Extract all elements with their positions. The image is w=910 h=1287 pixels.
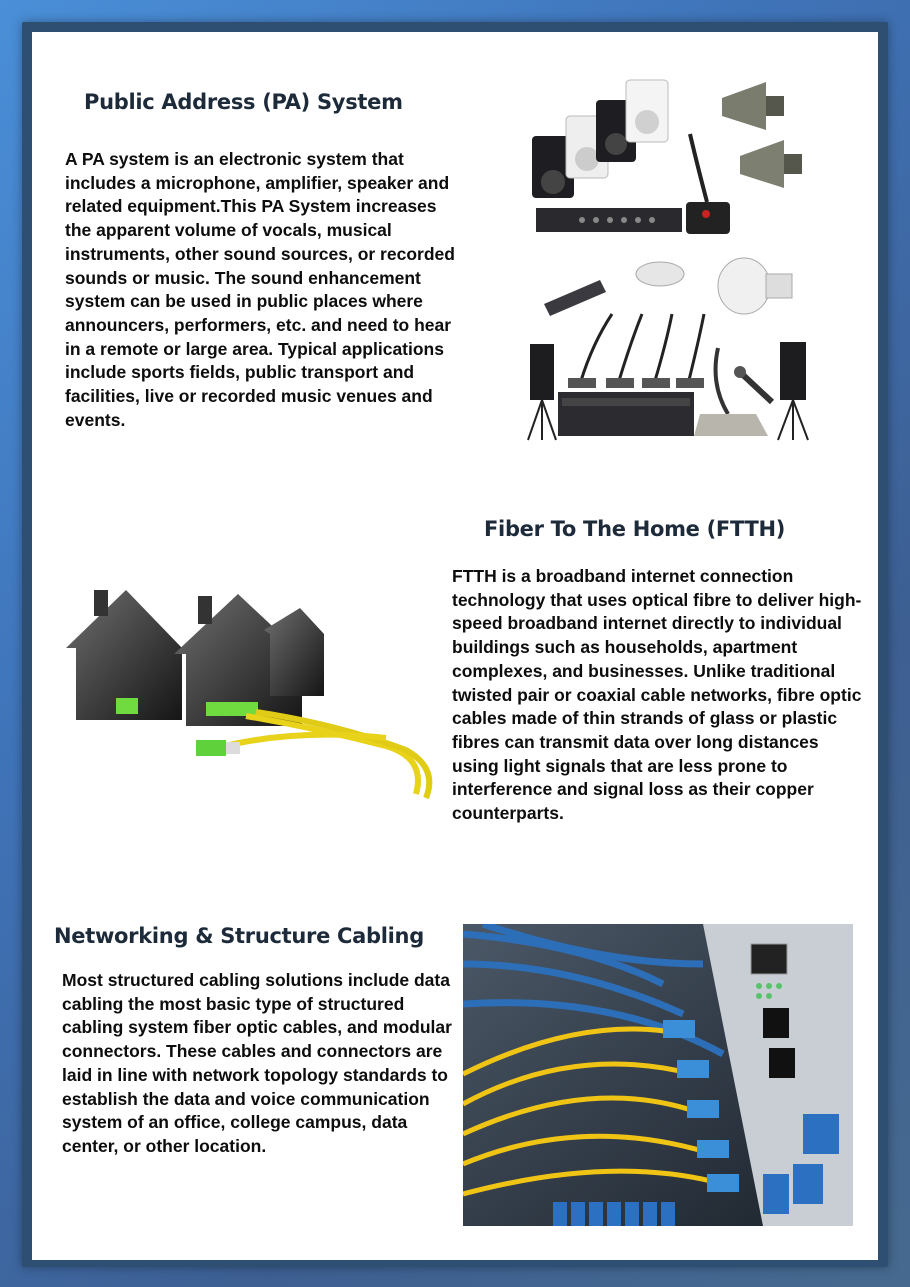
pa-body: A PA system is an electronic system that includes a microphone, amplifier, speaker and related equipment.This PA System increases the apparent volume of vocals, musical instruments, other sound sources, or recorded sounds or music. The sound enhancement system can be used in public places where announcers, performers, etc. and need to hear in a remote or large area. Typical applications include sports fields, public transport and facilities, live or recorded music venues and events. [65,149,455,430]
network-cabling-image [463,924,853,1226]
pa-equipment-image [522,74,818,448]
pa-heading: Public Address (PA) System [84,90,403,114]
ftth-houses-image [56,578,440,800]
ftth-body: FTTH is a broadband internet connection technology that uses optical fibre to deliver high-speed broadband internet directly to individual buildings such as households, apartment complexes, and businesses. Unlike traditional twisted pair or coaxial cable networks, fibre optic cables made of thin strands of glass or plastic fibres can transmit data over long distances using light signals that are less prone to interference and signal loss as their copper counterparts. [452,566,862,824]
ftth-heading: Fiber To The Home (FTTH) [484,517,786,541]
networking-heading: Networking & Structure Cabling [54,924,424,948]
networking-body: Most structured cabling solutions include data cabling the most basic type of structured cabling system fiber optic cables, and modular connectors. These cables and connectors are laid in line with network topology standards to establish the data and voice communication system of an office, college campus, data center, or other location. [62,970,452,1156]
